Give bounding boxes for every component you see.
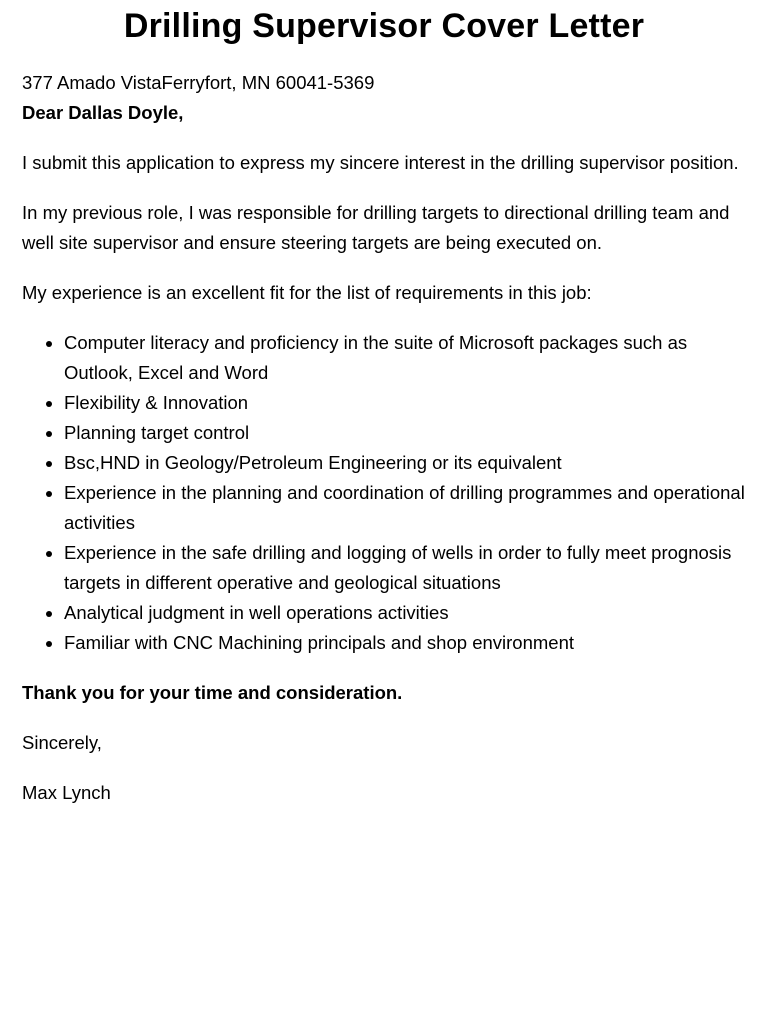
sender-address: 377 Amado VistaFerryfort, MN 60041-5369 xyxy=(22,72,375,93)
requirements-list xyxy=(22,328,746,658)
experience-paragraph: In my previous role, I was responsible for drilling targets to directional drilling team and well site supervisor and ensure steering targets are being executed on. xyxy=(22,202,730,253)
requirements-intro: My experience is an excellent fit for the list of requirements in this job: xyxy=(22,282,592,303)
list-item: • Experience in the planning and coordination of drilling programmes and operational activities xyxy=(64,478,746,538)
list-item: • Analytical judgment in well operations activities xyxy=(64,598,746,628)
closing-line: Thank you for your time and consideration. xyxy=(22,682,403,703)
signoff: Sincerely, xyxy=(22,732,102,753)
list-item: • Familiar with CNC Machining principals and shop environment xyxy=(64,628,746,658)
salutation: Dear Dallas Doyle, xyxy=(22,102,184,123)
signature: Max Lynch xyxy=(22,782,111,803)
list-item: • Flexibility & Innovation xyxy=(64,388,746,418)
list-item: • Planning target control xyxy=(64,418,746,448)
list-item: • Computer literacy and proficiency in the suite of Microsoft packages such as Outlook, Excel and Word xyxy=(64,328,746,388)
list-item: • Experience in the safe drilling and logging of wells in order to fully meet prognosis targets in different operative and geological situations xyxy=(64,538,746,598)
page-title: Drilling Supervisor Cover Letter xyxy=(123,7,645,45)
intro-paragraph: I submit this application to express my sincere interest in the drilling supervisor position. xyxy=(22,152,739,173)
list-item: • Bsc,HND in Geology/Petroleum Engineering or its equivalent xyxy=(64,448,746,478)
